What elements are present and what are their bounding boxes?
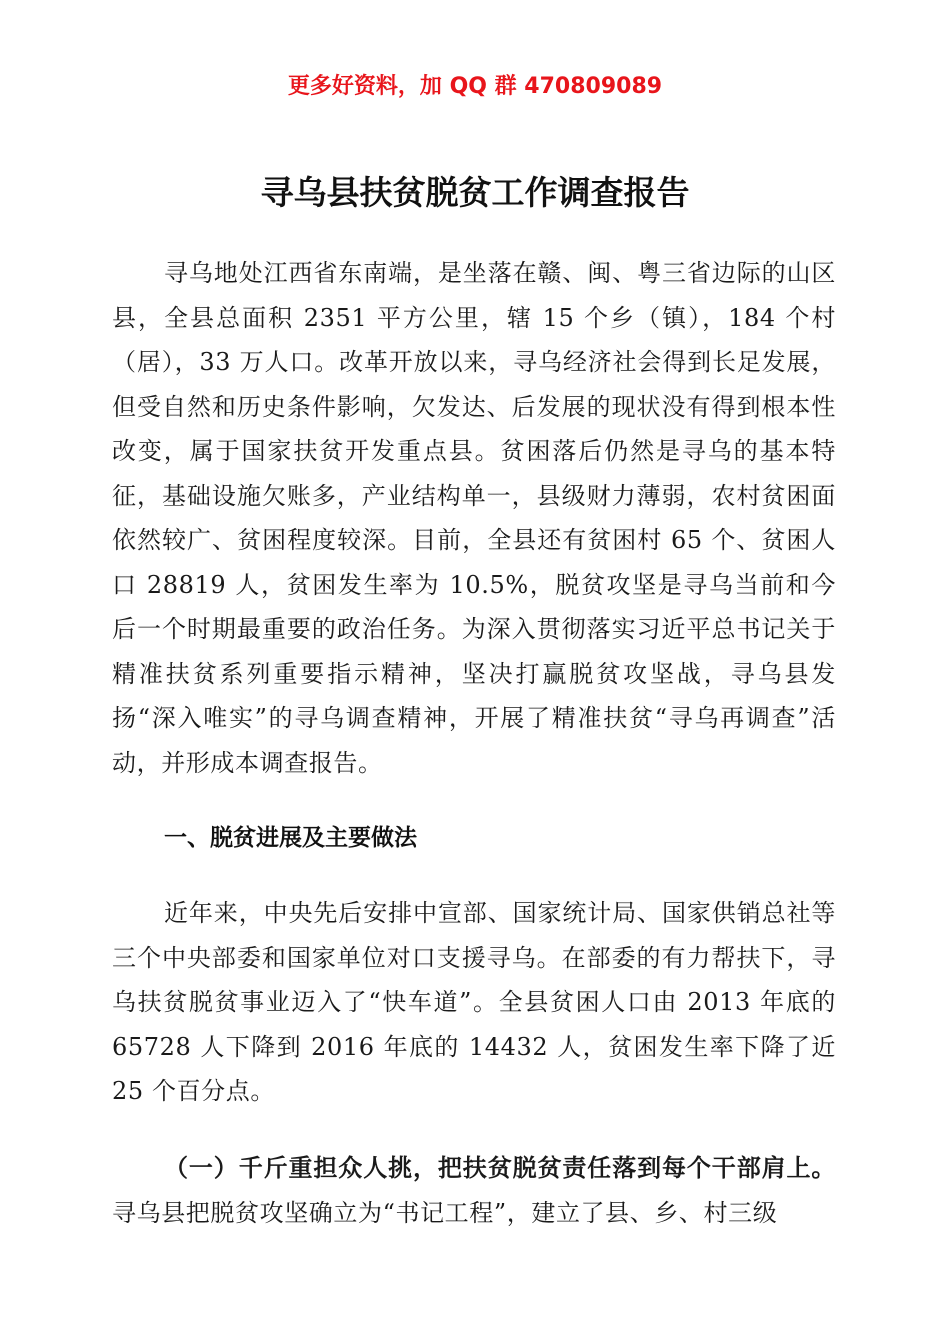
promo-banner: 更多好资料，加 QQ 群 470809089 [287,74,663,99]
subsection-text: 寻乌县把脱贫攻坚确立为“书记工程”，建立了县、乡、村三级 [112,1198,778,1227]
subsection-heading: （一）千斤重担众人挑，把扶贫脱贫责任落到每个干部肩上。 [164,1153,836,1182]
subsection-paragraph [112,1146,836,1235]
section-heading: 一、脱贫进展及主要做法 [164,825,417,851]
page-title: 寻乌县扶贫脱贫工作调查报告 [260,173,690,212]
intro-paragraph: 寻乌地处江西省东南端，是坐落在赣、闽、粤三省边际的山区县，全县总面积 2351 平方公里，辖 15 个乡（镇），184 个村（居），33 万人口。改革开放以来，寻乌经济社会得到长足发展，但受自然和历史条件影响，欠发达、后发展的现状没有得到根本性改变，属于国家扶贫开发重点县。贫困落后仍然是寻乌的基本特征，基础设施欠账多，产业结构单一，县级财力薄弱，农村贫困面依然较广、贫困程度较深。目前，全县还有贫困村 65 个、贫困人口 28819 人，贫困发生率为 10.5%，脱贫攻坚是寻乌当前和今后一个时期最重要的政治任务。为深入贯彻落实习近平总书记关于精准扶贫系列重要指示精神，坚决打赢脱贫攻坚战，寻乌县发扬“深入唯实”的寻乌调查精神，开展了精准扶贫“寻乌再调查”活动，并形成本调查报告。 [112,259,836,777]
section-paragraph: 近年来，中央先后安排中宣部、国家统计局、国家供销总社等三个中央部委和国家单位对口支援寻乌。在部委的有力帮扶下，寻乌扶贫脱贫事业迈入了“快车道”。全县贫困人口由 2013 年底的 65728 人下降到 2016 年底的 14432 人，贫困发生率下降了近 25 个百分点。 [112,899,836,1105]
